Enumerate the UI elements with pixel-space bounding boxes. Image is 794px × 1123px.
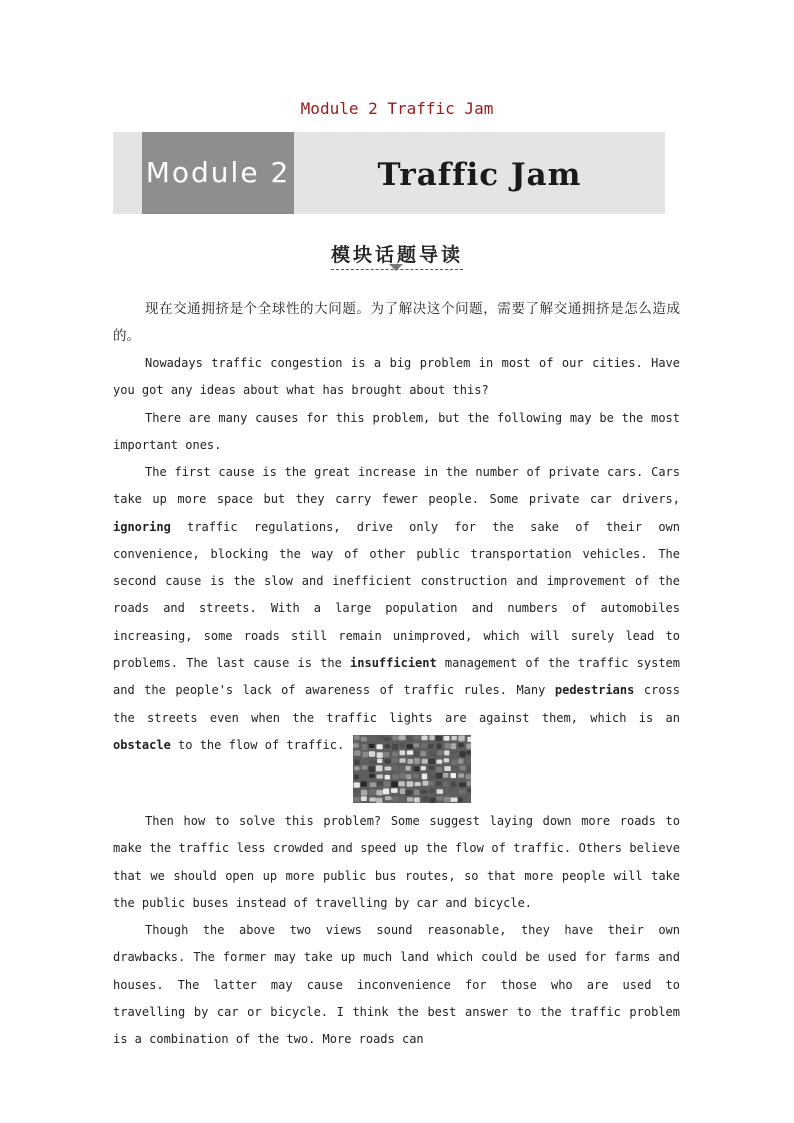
photo-car-shape xyxy=(458,797,463,802)
photo-car-shape xyxy=(369,751,375,757)
paragraph-3-text-a: The first cause is the great increase in the number of private cars. Cars take up more space but they carry fewer people. Some private car drivers, xyxy=(113,465,680,507)
photo-car-shape xyxy=(369,744,375,748)
photo-car-shape xyxy=(406,766,411,771)
triangle-marker-icon xyxy=(389,264,403,271)
photo-car-shape xyxy=(361,737,367,742)
photo-car-shape xyxy=(370,797,376,801)
photo-car-shape xyxy=(451,736,457,741)
photo-car-shape xyxy=(458,759,463,764)
photo-car-shape xyxy=(415,782,421,786)
photo-car-shape xyxy=(428,781,434,786)
photo-car-shape xyxy=(407,736,412,742)
photo-car-shape xyxy=(444,797,451,803)
photo-car-shape xyxy=(383,737,390,741)
photo-car-shape xyxy=(437,789,444,794)
photo-car-shape xyxy=(429,774,435,780)
photo-car-shape xyxy=(391,758,398,763)
photo-car-shape xyxy=(467,788,471,792)
photo-car-shape xyxy=(406,790,413,796)
photo-car-shape xyxy=(362,752,368,758)
paragraph-3-text-e: to the flow of traffic. xyxy=(170,737,345,752)
photo-car-shape xyxy=(414,735,421,740)
photo-car-shape xyxy=(369,789,376,795)
photo-car-shape xyxy=(400,767,405,772)
photo-car-shape xyxy=(458,736,465,742)
photo-car-shape xyxy=(392,797,399,802)
photo-car-shape xyxy=(407,797,413,801)
photo-car-shape xyxy=(452,788,458,794)
page-title: Module 2 Traffic Jam xyxy=(300,99,494,118)
photo-car-shape xyxy=(369,760,376,765)
photo-car-shape xyxy=(407,751,413,755)
photo-car-shape xyxy=(421,790,427,794)
photo-car-shape xyxy=(392,735,398,740)
photo-car-shape xyxy=(398,781,404,786)
photo-car-shape xyxy=(354,735,360,740)
photo-car-shape xyxy=(414,751,419,757)
photo-car-shape xyxy=(443,788,448,793)
photo-car-shape xyxy=(399,735,406,740)
photo-car-shape xyxy=(451,798,458,802)
photo-car-shape xyxy=(423,781,429,786)
photo-car-shape xyxy=(443,773,448,778)
photo-car-shape xyxy=(376,765,383,771)
photo-car-shape xyxy=(458,743,464,747)
photo-car-shape xyxy=(460,751,466,757)
photo-car-shape xyxy=(451,782,457,787)
section-heading-text: 模块话题导读 xyxy=(331,240,463,270)
photo-car-shape xyxy=(369,774,375,778)
photo-car-shape xyxy=(383,752,389,757)
photo-car-shape xyxy=(354,788,359,793)
photo-car-shape xyxy=(421,751,426,756)
photo-car-shape xyxy=(437,751,443,756)
photo-car-shape xyxy=(444,736,450,741)
photo-car-shape xyxy=(383,788,389,794)
photo-car-shape xyxy=(384,781,391,787)
photo-car-shape xyxy=(385,767,392,771)
photo-car-shape xyxy=(467,737,471,742)
photo-car-shape xyxy=(361,781,367,787)
photo-car-shape xyxy=(377,781,384,786)
photo-car-shape xyxy=(436,760,442,764)
paragraph-1: Nowadays traffic congestion is a big problem in most of our cities. Have you got any ideas about what has brought about this? xyxy=(113,356,680,398)
photo-car-shape xyxy=(429,735,434,740)
photo-car-shape xyxy=(377,735,383,740)
photo-car-shape xyxy=(376,774,383,778)
photo-car-shape xyxy=(429,766,435,770)
photo-car-shape xyxy=(422,759,428,764)
photo-car-shape xyxy=(354,782,360,787)
photo-car-shape xyxy=(400,743,405,747)
photo-car-shape xyxy=(422,796,428,801)
photo-car-shape xyxy=(459,782,466,787)
photo-car-shape xyxy=(451,760,458,765)
keyword-insufficient: insufficient xyxy=(350,656,437,671)
photo-car-shape xyxy=(399,758,405,762)
photo-car-shape xyxy=(460,766,466,771)
photo-car-shape xyxy=(467,781,471,786)
photo-car-shape xyxy=(445,743,452,748)
paragraph-2: There are many causes for this problem, but the following may be the most important ones. xyxy=(113,411,680,453)
photo-car-shape xyxy=(354,766,359,770)
photo-car-shape xyxy=(430,798,436,803)
photo-car-shape xyxy=(421,736,427,741)
photo-car-shape xyxy=(377,752,383,758)
photo-car-shape xyxy=(398,796,404,801)
photo-car-shape xyxy=(392,774,399,779)
photo-car-shape xyxy=(392,752,398,757)
keyword-obstacle: obstacle xyxy=(113,737,171,752)
photo-car-shape xyxy=(361,796,367,801)
photo-car-shape xyxy=(384,759,391,764)
photo-car-shape xyxy=(466,759,471,763)
photo-car-shape xyxy=(437,796,443,800)
photo-car-shape xyxy=(407,744,414,748)
photo-car-shape xyxy=(354,750,361,755)
photo-car-shape xyxy=(392,766,398,771)
photo-car-shape xyxy=(428,744,433,749)
photo-car-shape xyxy=(428,759,435,765)
photo-car-shape xyxy=(436,773,443,779)
photo-car-shape xyxy=(451,751,457,755)
photo-car-shape xyxy=(414,766,420,771)
photo-car-shape xyxy=(399,750,405,755)
photo-car-shape xyxy=(421,743,428,747)
photo-car-shape xyxy=(451,773,457,778)
photo-car-shape xyxy=(376,744,382,749)
photo-car-shape xyxy=(444,766,451,771)
photo-car-shape xyxy=(369,766,375,772)
photo-car-shape xyxy=(370,736,375,741)
photo-car-shape xyxy=(406,774,411,779)
photo-car-shape xyxy=(421,766,426,770)
photo-car-shape xyxy=(376,798,382,803)
keyword-ignoring: ignoring xyxy=(113,519,171,534)
photo-car-shape xyxy=(407,781,414,787)
intro-paragraph-zh: 现在交通拥挤是个全球性的大问题。为了解决这个问题，需要了解交通拥挤是怎么造成的。 xyxy=(113,301,680,344)
photo-car-shape xyxy=(444,758,450,762)
photo-car-shape xyxy=(414,758,420,764)
photo-car-shape xyxy=(422,774,428,780)
photo-car-shape xyxy=(354,775,359,780)
photo-car-shape xyxy=(391,781,398,787)
photo-car-shape xyxy=(391,788,398,793)
photo-car-shape xyxy=(361,765,367,769)
photo-car-shape xyxy=(407,759,413,764)
photo-car-shape xyxy=(436,736,442,741)
photo-car-shape xyxy=(429,788,435,793)
photo-car-shape xyxy=(452,766,458,771)
photo-car-shape xyxy=(361,758,368,763)
banner-topic-title: Traffic Jam xyxy=(377,157,582,193)
photo-car-shape xyxy=(376,790,383,795)
photo-car-shape xyxy=(466,743,471,749)
photo-car-shape xyxy=(413,743,419,747)
photo-car-shape xyxy=(414,790,419,796)
photo-car-shape xyxy=(413,774,419,778)
photo-car-shape xyxy=(355,760,360,765)
photo-car-shape xyxy=(466,774,471,779)
paragraph-3-text-d: cross the streets even when the traffic lights are against them, which is an xyxy=(113,683,680,725)
photo-car-shape xyxy=(400,788,405,794)
photo-car-shape xyxy=(437,743,442,749)
module-banner xyxy=(113,132,665,214)
photo-car-shape xyxy=(385,775,391,780)
photo-car-shape xyxy=(436,781,442,786)
photo-car-shape xyxy=(414,797,420,802)
photo-car-shape xyxy=(353,797,359,802)
photo-car-shape xyxy=(353,743,359,747)
photo-car-shape xyxy=(430,751,437,756)
keyword-pedestrians: pedestrians xyxy=(554,683,635,698)
paragraph-3 xyxy=(113,459,680,759)
photo-car-shape xyxy=(443,782,448,786)
photo-car-shape xyxy=(458,774,464,778)
photo-car-shape xyxy=(362,744,368,750)
photo-car-shape xyxy=(436,767,442,772)
photo-car-shape xyxy=(400,773,407,778)
photo-car-shape xyxy=(361,774,367,779)
photo-car-shape xyxy=(392,744,398,750)
paragraph-4: Then how to solve this problem? Some suggest laying down more roads to make the traffic less crowded and speed up the flow of traffic. Others believe that we should open up more public bus routes, so that more people will take the public buses instead of travelling by car and bicycle. xyxy=(113,814,680,910)
paragraph-3-text-b: traffic regulations, drive only for the sake of their own convenience, blocking the way of other public transportation vehicles. The second cause is the slow and inefficient construction and improvement of the roads and streets. With a large population and numbers of automobiles increasing, some roads still remain unimproved, which will surely lead to problems. The last cause is the xyxy=(113,519,680,671)
photo-car-shape xyxy=(467,767,471,773)
photo-car-shape xyxy=(385,796,392,800)
photo-car-shape xyxy=(459,790,466,794)
traffic-jam-photo xyxy=(353,735,471,803)
banner-module-label: Module 2 xyxy=(142,132,294,214)
paragraph-3-text-c: management of the traffic system and the people's lack of awareness of traffic rules. Many xyxy=(113,656,681,698)
photo-car-shape xyxy=(466,751,471,755)
photo-car-shape xyxy=(361,790,367,796)
photo-car-shape xyxy=(467,797,471,802)
photo-car-shape xyxy=(385,744,391,748)
paragraph-5: Though the above two views sound reasonable, they have their own drawbacks. The former may take up much land which could be used for farms and houses. The latter may cause inconvenience for those who are used to travelling by car or bicycle. I think the best answer to the traffic problem is a combination of the two. More roads can xyxy=(113,923,680,1047)
photo-car-shape xyxy=(370,783,377,788)
photo-car-shape xyxy=(444,750,449,755)
photo-car-shape xyxy=(377,759,382,763)
photo-car-shape xyxy=(451,743,456,749)
